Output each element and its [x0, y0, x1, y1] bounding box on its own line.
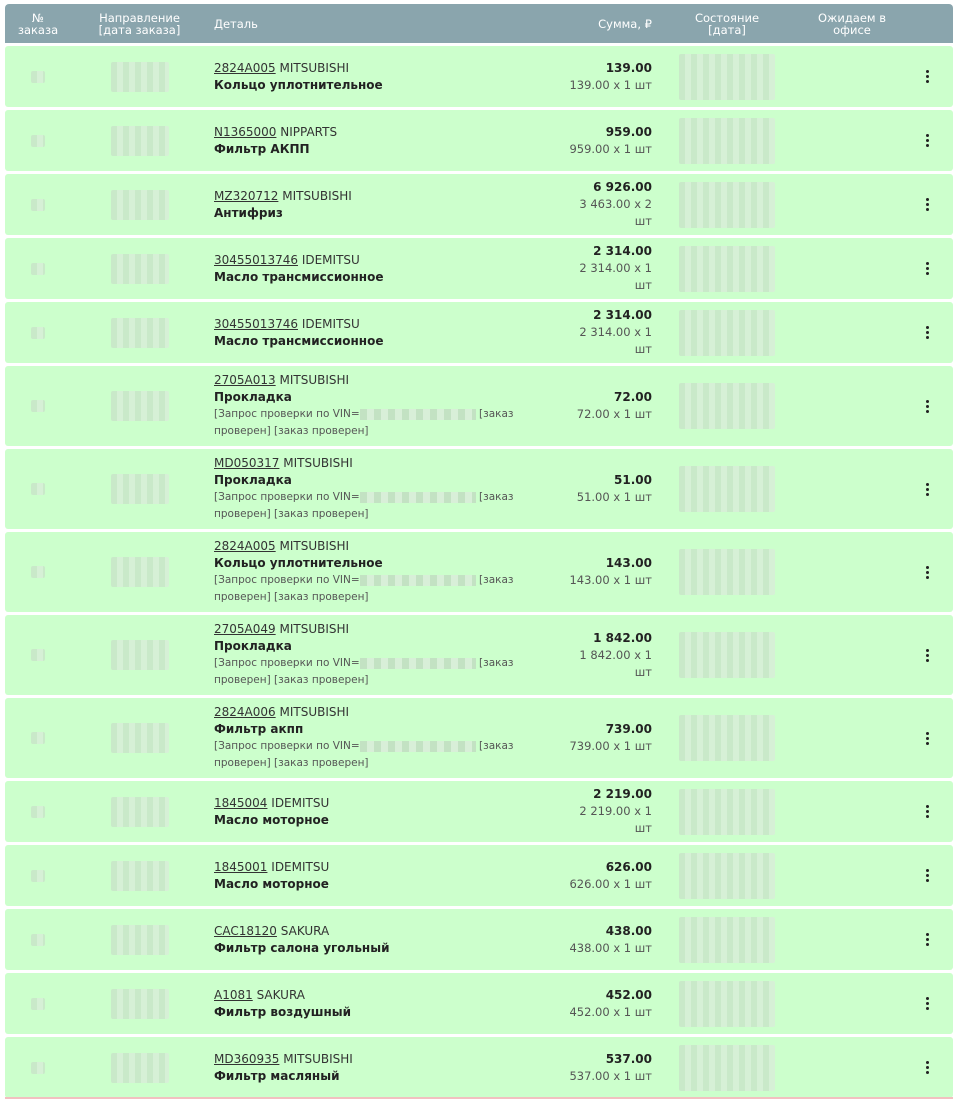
- order-number-redacted: [31, 263, 45, 275]
- table-row: [5, 46, 953, 107]
- direction-cell: [71, 1053, 208, 1083]
- more-options-icon[interactable]: [922, 479, 933, 500]
- sum-cell: [563, 472, 652, 506]
- part-brand: SAKURA: [280, 923, 330, 938]
- direction-cell: [71, 861, 208, 891]
- order-number-cell: [5, 135, 71, 147]
- sum-unit-price: 72.00 х 1 шт: [576, 407, 652, 421]
- detail-cell: [208, 704, 563, 772]
- order-number-redacted: [31, 135, 45, 147]
- detail-cell: [208, 923, 563, 957]
- state-cell: [652, 54, 802, 100]
- direction-redacted: [111, 989, 169, 1019]
- direction-cell: [71, 723, 208, 753]
- part-name: Фильтр масляный: [214, 1068, 340, 1083]
- state-redacted: [679, 917, 775, 963]
- sum-total: 438.00: [605, 923, 652, 938]
- order-number-cell: [5, 870, 71, 882]
- order-number-redacted: [31, 934, 45, 946]
- state-cell: [652, 981, 802, 1027]
- order-number-redacted: [31, 566, 45, 578]
- direction-cell: [71, 557, 208, 587]
- detail-cell: [208, 188, 563, 222]
- sum-unit-price: 1 842.00 х 1 шт: [579, 647, 652, 679]
- sum-cell: [563, 923, 652, 957]
- header-sum: Сумма, ₽: [598, 16, 652, 31]
- direction-cell: [71, 126, 208, 156]
- order-number-cell: [5, 649, 71, 661]
- part-brand: MITSUBISHI: [279, 622, 350, 636]
- state-redacted: [679, 310, 775, 356]
- sum-unit-price: 2 314.00 х 1 шт: [579, 261, 652, 292]
- direction-cell: [71, 925, 208, 955]
- part-code-link[interactable]: MD360935: [214, 1051, 280, 1066]
- more-options-icon[interactable]: [922, 66, 933, 87]
- vin-redacted: [360, 575, 476, 586]
- detail-cell: [208, 795, 563, 829]
- table-row: [5, 302, 953, 363]
- sum-unit-price: 438.00 х 1 шт: [569, 940, 652, 955]
- order-number-redacted: [31, 649, 45, 661]
- order-number-redacted: [31, 806, 45, 818]
- row-menu: [902, 562, 953, 583]
- table-row: [5, 238, 953, 299]
- row-menu: [902, 1057, 953, 1078]
- more-options-icon[interactable]: [922, 929, 933, 950]
- state-cell: [652, 853, 802, 899]
- vin-note-prefix: [Запрос проверки по VIN=: [214, 657, 360, 669]
- order-number-cell: [5, 199, 71, 211]
- more-options-icon[interactable]: [922, 562, 933, 583]
- detail-cell: [208, 987, 563, 1021]
- part-code-link[interactable]: A1081: [214, 987, 253, 1002]
- orders-table: [5, 4, 953, 1098]
- order-number-redacted: [31, 870, 45, 882]
- part-brand: NIPPARTS: [280, 124, 338, 139]
- state-cell: [652, 246, 802, 292]
- direction-cell: [71, 797, 208, 827]
- part-code-link[interactable]: 2824A005: [214, 539, 276, 553]
- detail-cell: [208, 124, 563, 158]
- state-cell: [652, 310, 802, 356]
- direction-cell: [71, 318, 208, 348]
- table-row: [5, 781, 953, 842]
- table-row: [5, 1037, 953, 1098]
- sum-total: 2 314.00: [593, 308, 652, 322]
- sum-unit-price: 626.00 х 1 шт: [569, 876, 652, 891]
- vin-note-prefix: [Запрос проверки по VIN=: [214, 740, 360, 752]
- table-row: [5, 615, 953, 695]
- vin-note-prefix: [Запрос проверки по VIN=: [214, 491, 360, 503]
- sum-cell: [563, 243, 652, 294]
- order-number-redacted: [31, 327, 45, 339]
- vin-note-suffix: [заказ проверен] [заказ проверен]: [214, 408, 514, 437]
- more-options-icon[interactable]: [922, 645, 933, 666]
- part-brand: SAKURA: [256, 987, 306, 1002]
- order-number-cell: [5, 263, 71, 275]
- vin-check-note: [214, 655, 514, 689]
- sum-total: 739.00: [605, 722, 652, 736]
- part-name: Масло трансмиссионное: [214, 333, 384, 348]
- direction-cell: [71, 62, 208, 92]
- sum-cell: [563, 307, 652, 358]
- direction-redacted: [111, 640, 169, 670]
- state-cell: [652, 917, 802, 963]
- direction-redacted: [111, 391, 169, 421]
- sum-cell: [563, 389, 652, 423]
- state-redacted: [679, 54, 775, 100]
- part-brand: MITSUBISHI: [282, 188, 352, 203]
- state-redacted: [679, 632, 775, 678]
- sum-unit-price: 537.00 х 1 шт: [569, 1068, 652, 1083]
- state-redacted: [679, 789, 775, 835]
- row-menu: [902, 66, 953, 87]
- direction-cell: [71, 190, 208, 220]
- order-number-redacted: [31, 199, 45, 211]
- direction-redacted: [111, 797, 169, 827]
- part-name: Фильтр акпп: [214, 722, 304, 736]
- state-redacted: [679, 549, 775, 595]
- order-number-redacted: [31, 483, 45, 495]
- direction-redacted: [111, 1053, 169, 1083]
- part-brand: MITSUBISHI: [283, 456, 353, 470]
- sum-cell: [563, 630, 652, 681]
- part-name: Прокладка: [214, 390, 292, 404]
- more-options-icon[interactable]: [922, 322, 933, 343]
- part-brand: MITSUBISHI: [279, 705, 350, 719]
- sum-unit-price: 739.00 х 1 шт: [569, 739, 652, 753]
- sum-total: 2 314.00: [593, 244, 652, 258]
- vin-check-note: [214, 738, 514, 772]
- state-redacted: [679, 246, 775, 292]
- sum-unit-price: 139.00 х 1 шт: [569, 77, 652, 92]
- order-number-cell: [5, 934, 71, 946]
- direction-redacted: [111, 318, 169, 348]
- sum-total: 537.00: [605, 1051, 652, 1066]
- part-name: Фильтр воздушный: [214, 1004, 352, 1019]
- vin-note-prefix: [Запрос проверки по VIN=: [214, 408, 360, 420]
- direction-cell: [71, 640, 208, 670]
- more-options-icon[interactable]: [922, 130, 933, 151]
- vin-note-prefix: [Запрос проверки по VIN=: [214, 574, 360, 586]
- header-detail: Деталь: [214, 16, 258, 31]
- row-menu: [902, 993, 953, 1014]
- part-code-link[interactable]: 2824A005: [214, 60, 276, 75]
- state-redacted: [679, 182, 775, 228]
- table-bottom-divider: [5, 1097, 953, 1099]
- detail-cell: [208, 538, 563, 606]
- sum-cell: [563, 555, 652, 589]
- vin-redacted: [360, 492, 476, 503]
- part-brand: MITSUBISHI: [279, 60, 350, 75]
- order-number-redacted: [31, 998, 45, 1010]
- sum-cell: [563, 124, 652, 158]
- header-direction: Направление [дата заказа]: [98, 10, 181, 37]
- row-menu: [902, 194, 953, 215]
- table-row: [5, 909, 953, 970]
- part-code-link[interactable]: 2824A006: [214, 705, 276, 719]
- detail-cell: [208, 60, 563, 94]
- direction-redacted: [111, 474, 169, 504]
- sum-cell: [563, 721, 652, 755]
- part-brand: IDEMITSU: [301, 252, 360, 267]
- part-brand: MITSUBISHI: [283, 1051, 353, 1066]
- table-row: [5, 449, 953, 529]
- row-menu: [902, 865, 953, 886]
- sum-cell: [563, 1051, 652, 1085]
- order-number-cell: [5, 483, 71, 495]
- part-code-link[interactable]: 1845001: [214, 859, 268, 874]
- state-cell: [652, 715, 802, 761]
- vin-check-note: [214, 406, 514, 440]
- detail-cell: [208, 859, 563, 893]
- direction-redacted: [111, 557, 169, 587]
- part-name: Кольцо уплотнительное: [214, 77, 383, 92]
- state-redacted: [679, 1045, 775, 1091]
- table-row: [5, 845, 953, 906]
- row-menu: [902, 479, 953, 500]
- order-number-cell: [5, 71, 71, 83]
- part-name: Кольцо уплотнительное: [214, 556, 383, 570]
- table-row: [5, 698, 953, 778]
- row-menu: [902, 130, 953, 151]
- more-options-icon[interactable]: [922, 728, 933, 749]
- part-code-link[interactable]: CAC18120: [214, 923, 277, 938]
- header-order-number: № заказа: [17, 10, 59, 37]
- direction-redacted: [111, 62, 169, 92]
- direction-redacted: [111, 861, 169, 891]
- vin-note-suffix: [заказ проверен] [заказ проверен]: [214, 740, 514, 769]
- order-number-redacted: [31, 400, 45, 412]
- table-body: [5, 46, 953, 1098]
- part-code-link[interactable]: 30455013746: [214, 316, 298, 331]
- part-name: Масло трансмиссионное: [214, 269, 384, 284]
- sum-unit-price: 959.00 х 1 шт: [569, 141, 652, 156]
- part-name: Масло моторное: [214, 812, 329, 827]
- direction-redacted: [111, 126, 169, 156]
- state-redacted: [679, 118, 775, 164]
- sum-cell: [563, 60, 652, 94]
- detail-cell: [208, 372, 563, 440]
- part-code-link[interactable]: 2705A049: [214, 622, 276, 636]
- part-name: Фильтр салона угольный: [214, 940, 390, 955]
- table-row: [5, 366, 953, 446]
- sum-total: 72.00: [614, 390, 652, 404]
- sum-unit-price: 2 219.00 х 1 шт: [579, 804, 652, 835]
- row-menu: [902, 258, 953, 279]
- more-options-icon[interactable]: [922, 258, 933, 279]
- state-cell: [652, 789, 802, 835]
- state-redacted: [679, 466, 775, 512]
- table-row: [5, 532, 953, 612]
- detail-cell: [208, 455, 563, 523]
- part-brand: IDEMITSU: [301, 316, 360, 331]
- sum-total: 139.00: [605, 60, 652, 75]
- part-name: Прокладка: [214, 473, 292, 487]
- order-number-redacted: [31, 71, 45, 83]
- detail-cell: [208, 621, 563, 689]
- order-number-cell: [5, 566, 71, 578]
- state-cell: [652, 383, 802, 429]
- direction-redacted: [111, 723, 169, 753]
- state-redacted: [679, 383, 775, 429]
- header-waiting: Ожидаем в офисе: [817, 10, 887, 37]
- state-redacted: [679, 853, 775, 899]
- order-number-cell: [5, 327, 71, 339]
- sum-total: 51.00: [614, 473, 652, 487]
- more-options-icon[interactable]: [922, 801, 933, 822]
- sum-unit-price: 3 463.00 х 2 шт: [579, 197, 652, 228]
- vin-redacted: [360, 658, 476, 669]
- part-name: Фильтр АКПП: [214, 141, 310, 156]
- row-menu: [902, 322, 953, 343]
- direction-cell: [71, 474, 208, 504]
- order-number-cell: [5, 998, 71, 1010]
- more-options-icon[interactable]: [922, 194, 933, 215]
- state-redacted: [679, 981, 775, 1027]
- sum-cell: [563, 179, 652, 230]
- sum-unit-price: 452.00 х 1 шт: [569, 1004, 652, 1019]
- vin-note-suffix: [заказ проверен] [заказ проверен]: [214, 491, 514, 520]
- row-menu: [902, 645, 953, 666]
- order-number-cell: [5, 806, 71, 818]
- order-number-cell: [5, 1062, 71, 1074]
- vin-note-suffix: [заказ проверен] [заказ проверен]: [214, 657, 514, 686]
- state-cell: [652, 1045, 802, 1091]
- row-menu: [902, 396, 953, 417]
- detail-cell: [208, 316, 563, 350]
- vin-redacted: [360, 409, 476, 420]
- table-header: [5, 4, 953, 43]
- direction-cell: [71, 989, 208, 1019]
- sum-total: 6 926.00: [593, 180, 652, 194]
- detail-cell: [208, 252, 563, 286]
- state-cell: [652, 118, 802, 164]
- direction-redacted: [111, 925, 169, 955]
- sum-cell: [563, 859, 652, 893]
- vin-check-note: [214, 572, 514, 606]
- state-redacted: [679, 715, 775, 761]
- table-row: [5, 110, 953, 171]
- more-options-icon[interactable]: [922, 396, 933, 417]
- state-cell: [652, 182, 802, 228]
- part-code-link[interactable]: 2705A013: [214, 373, 276, 387]
- header-state: Состояние [дата]: [694, 10, 760, 37]
- sum-total: 626.00: [605, 859, 652, 874]
- state-cell: [652, 466, 802, 512]
- order-number-redacted: [31, 732, 45, 744]
- order-number-redacted: [31, 1062, 45, 1074]
- direction-redacted: [111, 190, 169, 220]
- vin-check-note: [214, 489, 514, 523]
- part-brand: MITSUBISHI: [279, 373, 350, 387]
- sum-cell: [563, 786, 652, 837]
- order-number-cell: [5, 400, 71, 412]
- more-options-icon[interactable]: [922, 993, 933, 1014]
- more-options-icon[interactable]: [922, 1057, 933, 1078]
- direction-cell: [71, 391, 208, 421]
- part-code-link[interactable]: 30455013746: [214, 252, 298, 267]
- part-brand: IDEMITSU: [271, 859, 330, 874]
- sum-total: 452.00: [605, 987, 652, 1002]
- state-cell: [652, 632, 802, 678]
- sum-unit-price: 2 314.00 х 1 шт: [579, 325, 652, 356]
- sum-cell: [563, 987, 652, 1021]
- part-code-link[interactable]: 1845004: [214, 795, 268, 810]
- sum-total: 143.00: [605, 556, 652, 570]
- order-number-cell: [5, 732, 71, 744]
- vin-note-suffix: [заказ проверен] [заказ проверен]: [214, 574, 514, 603]
- row-menu: [902, 929, 953, 950]
- vin-redacted: [360, 741, 476, 752]
- direction-redacted: [111, 254, 169, 284]
- part-name: Прокладка: [214, 639, 292, 653]
- part-code-link[interactable]: N1365000: [214, 124, 277, 139]
- more-options-icon[interactable]: [922, 865, 933, 886]
- part-code-link[interactable]: MD050317: [214, 456, 280, 470]
- part-brand: MITSUBISHI: [279, 539, 350, 553]
- direction-cell: [71, 254, 208, 284]
- sum-unit-price: 51.00 х 1 шт: [576, 490, 652, 504]
- row-menu: [902, 801, 953, 822]
- sum-unit-price: 143.00 х 1 шт: [569, 573, 652, 587]
- part-name: Антифриз: [214, 205, 283, 220]
- state-cell: [652, 549, 802, 595]
- sum-total: 2 219.00: [593, 787, 652, 801]
- table-row: [5, 174, 953, 235]
- part-name: Масло моторное: [214, 876, 329, 891]
- detail-cell: [208, 1051, 563, 1085]
- sum-total: 959.00: [605, 124, 652, 139]
- part-code-link[interactable]: MZ320712: [214, 188, 279, 203]
- row-menu: [902, 728, 953, 749]
- table-row: [5, 973, 953, 1034]
- sum-total: 1 842.00: [593, 630, 652, 645]
- part-brand: IDEMITSU: [271, 795, 330, 810]
